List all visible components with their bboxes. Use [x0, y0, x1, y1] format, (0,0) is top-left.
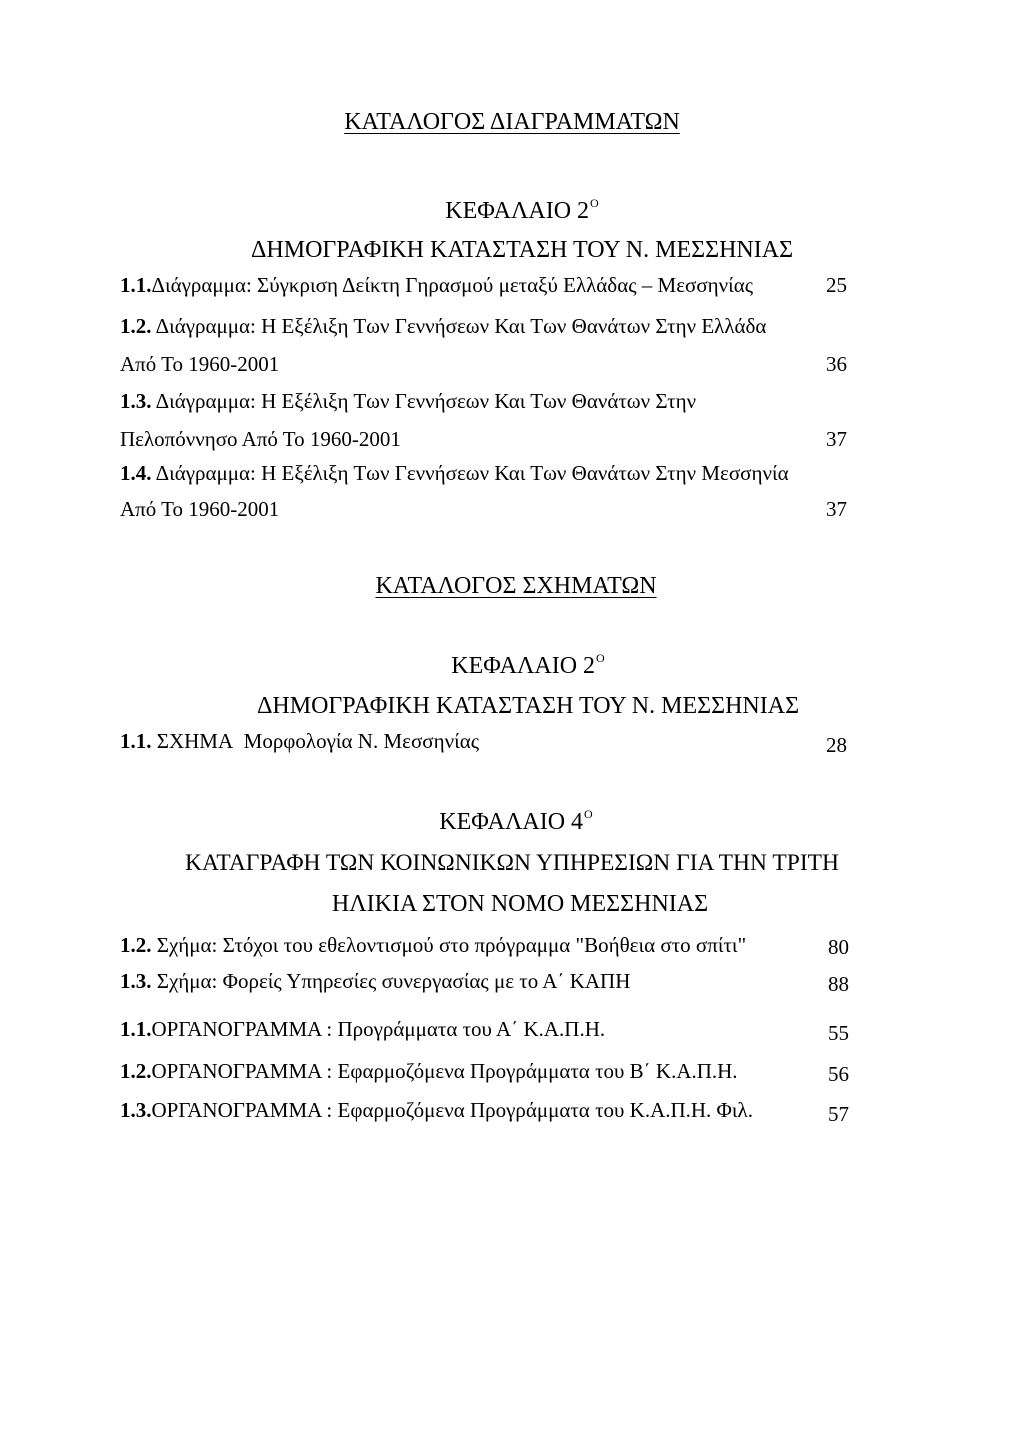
diagrams-chapter-title: ΔΗΜΟΓΡΑΦΙΚΗ ΚΑΤΑΣΤΑΣΗ ΤΟΥ Ν. ΜΕΣΣΗΝΙΑΣ: [250, 237, 794, 263]
entry-number: 1.1.: [120, 729, 152, 753]
figures-section-title: [0, 574, 1024, 598]
chapter-label: ΚΕΦΑΛΑΙΟ 2: [445, 198, 590, 224]
entry-label: ΣΧΗΜΑ: [156, 729, 234, 753]
chapter-ordinal-sup: Ο: [584, 807, 593, 821]
entry-number: 1.3.: [120, 389, 152, 413]
figure-entry-1-3[interactable]: [120, 971, 630, 992]
chapter-ordinal-sup: Ο: [596, 651, 605, 665]
organogram-entry-1-3[interactable]: [120, 1100, 753, 1121]
figure-entry-1-2-page: 80: [828, 935, 849, 959]
figures-title-text: ΚΑΤΑΛΟΓΟΣ ΣΧΗΜΑΤΩΝ: [375, 573, 657, 599]
organogram-entry-1-1-page: 55: [828, 1021, 849, 1045]
organogram-entry-1-2[interactable]: [120, 1061, 738, 1082]
chapter-label: ΚΕΦΑΛΑΙΟ 2: [451, 653, 596, 679]
figure-entry-1-1-page: 28: [826, 733, 847, 757]
diagram-entry-1-4-page: 37: [826, 497, 847, 521]
diagram-entry-1-1-page: 25: [826, 273, 847, 297]
entry-number: 1.1.: [120, 1017, 152, 1041]
organogram-entry-1-2-page: 56: [828, 1062, 849, 1086]
entry-text: ΟΡΓΑΝΟΓΡΑΜΜΑ : Προγράμματα του Α΄ Κ.Α.Π.Η.: [151, 1017, 606, 1041]
entry-text: Διάγραμμα: Σύγκριση Δείκτη Γηρασμού μεταξύ Ελλάδας – Μεσσηνίας: [151, 273, 754, 297]
entry-text: Σχήμα: Στόχοι του εθελοντισμού στο πρόγραμμα "Βοήθεια στο σπίτι": [156, 933, 747, 957]
figures-chapter4-title-line2: ΗΛΙΚΙΑ ΣΤΟΝ ΝΟΜΟ ΜΕΣΣΗΝΙΑΣ: [331, 891, 709, 917]
entry-text: ΟΡΓΑΝΟΓΡΑΜΜΑ : Εφαρμοζόμενα Προγράμματα του Κ.Α.Π.Η. Φιλ.: [151, 1098, 753, 1122]
diagrams-chapter-heading: [0, 197, 1024, 223]
entry-text: Διάγραμμα: Η Εξέλιξη Των Γεννήσεων Και Των Θανάτων Στην Ελλάδα: [155, 314, 767, 338]
entry-number: 1.2.: [120, 933, 152, 957]
entry-number: 1.3.: [120, 1098, 152, 1122]
chapter-ordinal-sup: Ο: [590, 196, 599, 210]
entry-text: Μορφολογία Ν. Μεσσηνίας: [243, 729, 480, 753]
diagram-entry-1-4[interactable]: [120, 463, 789, 484]
figure-entry-1-1[interactable]: [120, 731, 479, 752]
figures-chapter2-title: ΔΗΜΟΓΡΑΦΙΚΗ ΚΑΤΑΣΤΑΣΗ ΤΟΥ Ν. ΜΕΣΣΗΝΙΑΣ: [256, 693, 800, 719]
entry-text: Διάγραμμα: Η Εξέλιξη Των Γεννήσεων Και Των Θανάτων Στην: [155, 389, 697, 413]
organogram-entry-1-1[interactable]: [120, 1019, 605, 1040]
diagrams-section-title: [0, 110, 1024, 134]
figure-entry-1-3-page: 88: [828, 972, 849, 996]
diagram-entry-1-3[interactable]: [120, 391, 696, 412]
entry-text: ΟΡΓΑΝΟΓΡΑΜΜΑ : Εφαρμοζόμενα Προγράμματα του Β΄ Κ.Α.Π.Η.: [151, 1059, 738, 1083]
diagram-entry-1-1[interactable]: [120, 275, 753, 296]
figures-chapter2-heading: [0, 652, 1024, 678]
entry-number: 1.2.: [120, 314, 152, 338]
figures-chapter4-heading: [0, 808, 1024, 834]
diagrams-title-text: ΚΑΤΑΛΟΓΟΣ ΔΙΑΓΡΑΜΜΑΤΩΝ: [344, 109, 680, 135]
entry-text: Διάγραμμα: Η Εξέλιξη Των Γεννήσεων Και Των Θανάτων Στην Μεσσηνία: [155, 461, 789, 485]
entry-number: 1.2.: [120, 1059, 152, 1083]
diagram-entry-1-2[interactable]: [120, 316, 766, 337]
figures-chapter4-title-line1: ΚΑΤΑΓΡΑΦΗ ΤΩΝ ΚΟΙΝΩΝΙΚΩΝ ΥΠΗΡΕΣΙΩΝ ΓΙΑ ΤΗΝ ΤΡΙΤΗ: [185, 850, 839, 876]
diagram-entry-1-3-line2: Πελοπόννησο Από Το 1960-2001: [120, 427, 401, 451]
diagram-entry-1-2-line2: Από Το 1960-2001: [120, 352, 280, 376]
diagram-entry-1-4-line2: Από Το 1960-2001: [120, 497, 280, 521]
figure-entry-1-2[interactable]: [120, 935, 746, 956]
diagram-entry-1-3-page: 37: [826, 427, 847, 451]
entry-number: 1.1.: [120, 273, 152, 297]
chapter-label: ΚΕΦΑΛΑΙΟ 4: [439, 809, 584, 835]
diagram-entry-1-2-page: 36: [826, 352, 847, 376]
entry-number: 1.3.: [120, 969, 152, 993]
organogram-entry-1-3-page: 57: [828, 1102, 849, 1126]
entry-number: 1.4.: [120, 461, 152, 485]
entry-text: Σχήμα: Φορείς Υπηρεσίες συνεργασίας με το Α΄ ΚΑΠΗ: [156, 969, 631, 993]
